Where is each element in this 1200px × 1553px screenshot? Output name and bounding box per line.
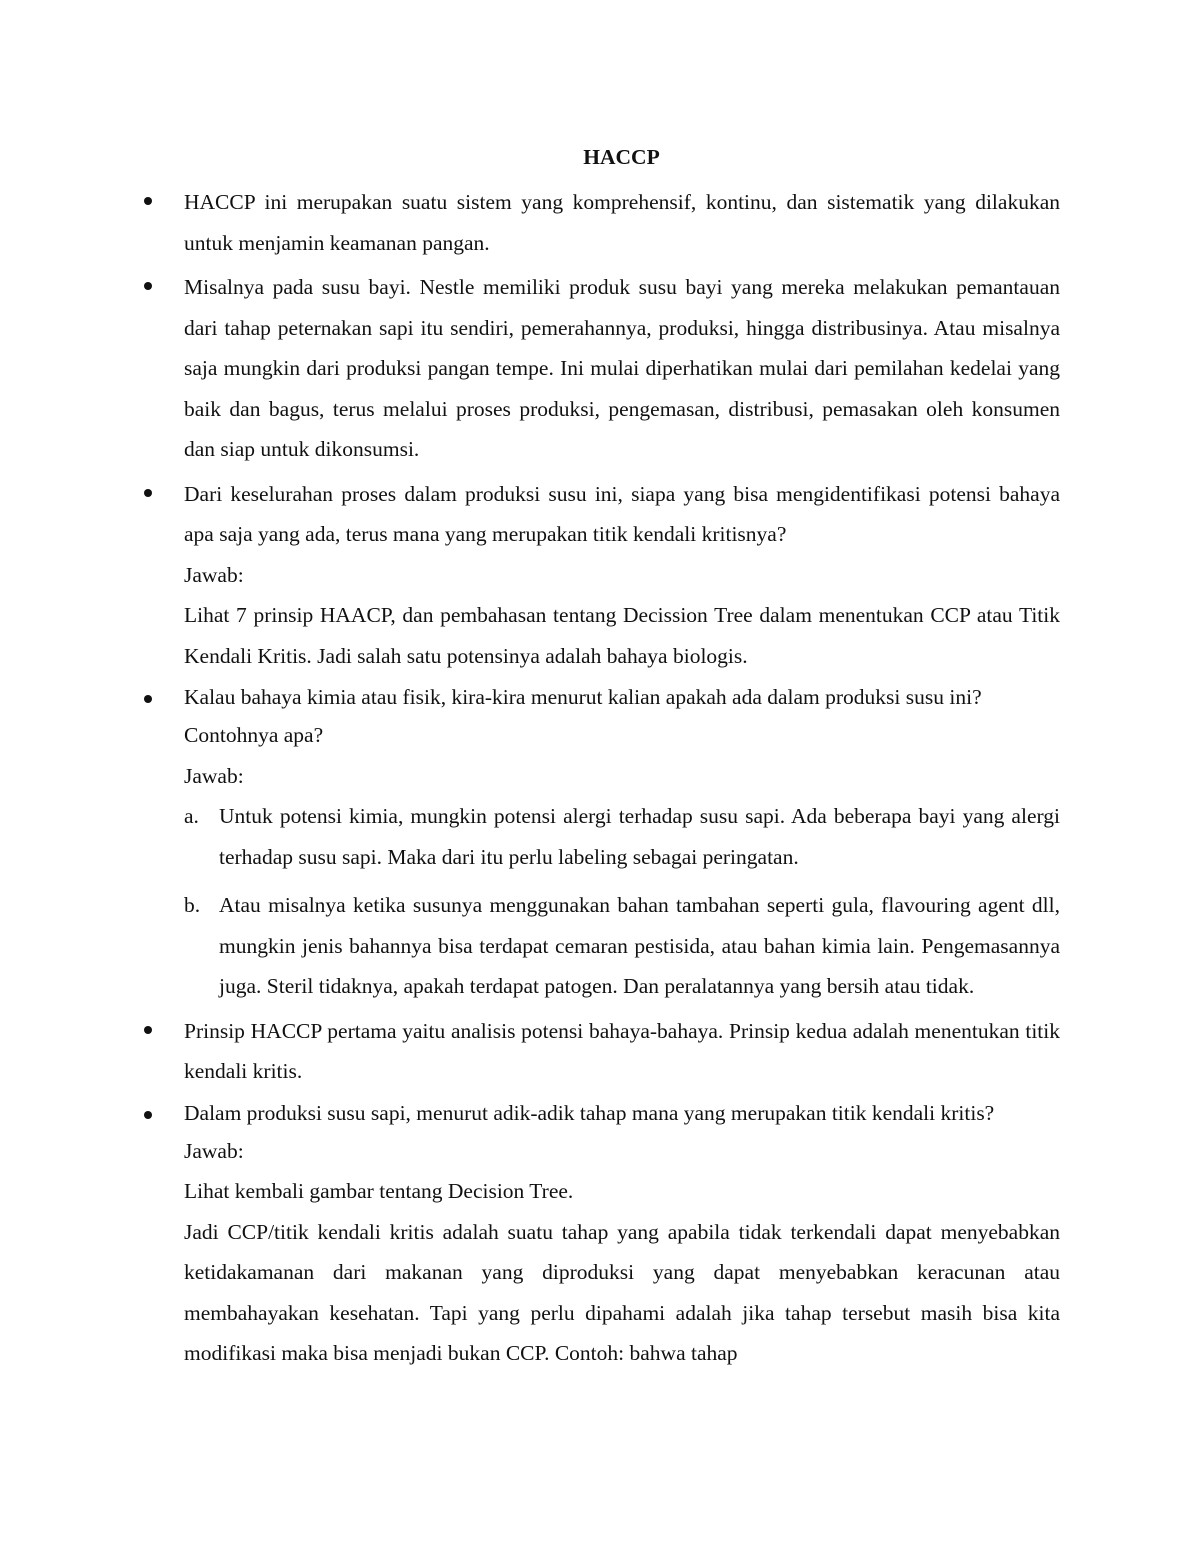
question-text: Dari keselurahan proses dalam produksi susu ini, siapa yang bisa mengidentifikasi potensi bahaya apa saja yang ada, terus mana yang merupakan titik kendali kritisnya? (184, 481, 1060, 546)
bullet-item-question-2 (0, 680, 1060, 1007)
sub-text: Untuk potensi kimia, mungkin potensi alergi terhadap susu sapi. Ada beberapa bayi yang alergi terhadap susu sapi. Maka dari itu perlu labeling sebagai peringatan. (219, 804, 1060, 869)
paragraph: Prinsip HACCP pertama yaitu analisis potensi bahaya-bahaya. Prinsip kedua adalah menentukan titik kendali kritis. (184, 1018, 1060, 1083)
bullet-item-question-3 (0, 1096, 1060, 1374)
answer-label: Jawab: (184, 763, 244, 788)
sub-text: Atau misalnya ketika susunya menggunakan bahan tambahan seperti gula, flavouring agent dll, mungkin jenis bahannya bisa terdapat cemaran pestisida, atau bahan kimia lain. Pengemasannya juga. Steril tidaknya, apakah terdapat patogen. Dan peralatannya yang bersih atau tidak. (219, 893, 1060, 998)
answer-label: Jawab: (184, 1138, 244, 1163)
sub-item-a (184, 796, 1060, 877)
bullet-icon (144, 695, 152, 703)
bullet-item-definition (0, 182, 1060, 263)
sub-marker: a. (184, 804, 199, 828)
answer-text: Jadi CCP/titik kendali kritis adalah suatu tahap yang apabila tidak terkendali dapat menyebabkan ketidakamanan dari makanan yang diproduksi yang dapat menyebabkan keracunan atau membahayakan kesehatan. Tapi yang perlu dipahami adalah jika tahap tersebut masih bisa kita modifikasi maka bisa menjadi bukan CCP. Contoh: bahwa tahap (184, 1219, 1060, 1365)
sub-item-b (184, 885, 1060, 1007)
bullet-item-principles (0, 1011, 1060, 1092)
bullet-list (0, 182, 1200, 1374)
question-text: Dalam produksi susu sapi, menurut adik-adik tahap mana yang merupakan titik kendali kritis? (184, 1100, 995, 1125)
bullet-icon (144, 1026, 152, 1034)
sub-marker: b. (184, 893, 201, 917)
question-text: Kalau bahaya kimia atau fisik, kira-kira menurut kalian apakah ada dalam produksi susu ini? (184, 685, 982, 709)
bullet-icon (144, 197, 152, 205)
bullet-icon (144, 1111, 152, 1119)
document-body (0, 182, 1200, 1378)
sub-list (184, 796, 1060, 1007)
bullet-icon (144, 282, 152, 290)
bullet-item-question-1 (0, 474, 1060, 677)
bullet-item-example (0, 267, 1060, 470)
question-continuation: Contohnya apa? (184, 723, 324, 747)
paragraph: Misalnya pada susu bayi. Nestle memiliki produk susu bayi yang mereka melakukan pemantauan dari tahap peternakan sapi itu sendiri, pemerahannya, produksi, hingga distribusinya. Atau misalnya saja mungkin dari produksi pangan tempe. Ini mulai diperhatikan mulai dari pemilahan kedelai yang baik dan bagus, terus melalui proses produksi, pengemasan, distribusi, pemasakan oleh konsumen dan siap untuk dikonsumsi. (184, 275, 1060, 461)
answer-text: Lihat kembali gambar tentang Decision Tree. (184, 1179, 574, 1203)
bullet-icon (144, 489, 152, 497)
paragraph: HACCP ini merupakan suatu sistem yang komprehensif, kontinu, dan sistematik yang dilakukan untuk menjamin keamanan pangan. (184, 190, 1060, 255)
answer-label: Jawab: (184, 562, 244, 587)
document-title: HACCP (583, 145, 660, 169)
answer-text: Lihat 7 prinsip HAACP, dan pembahasan tentang Decission Tree dalam menentukan CCP atau Titik Kendali Kritis. Jadi salah satu potensinya adalah bahaya biologis. (184, 603, 1060, 668)
